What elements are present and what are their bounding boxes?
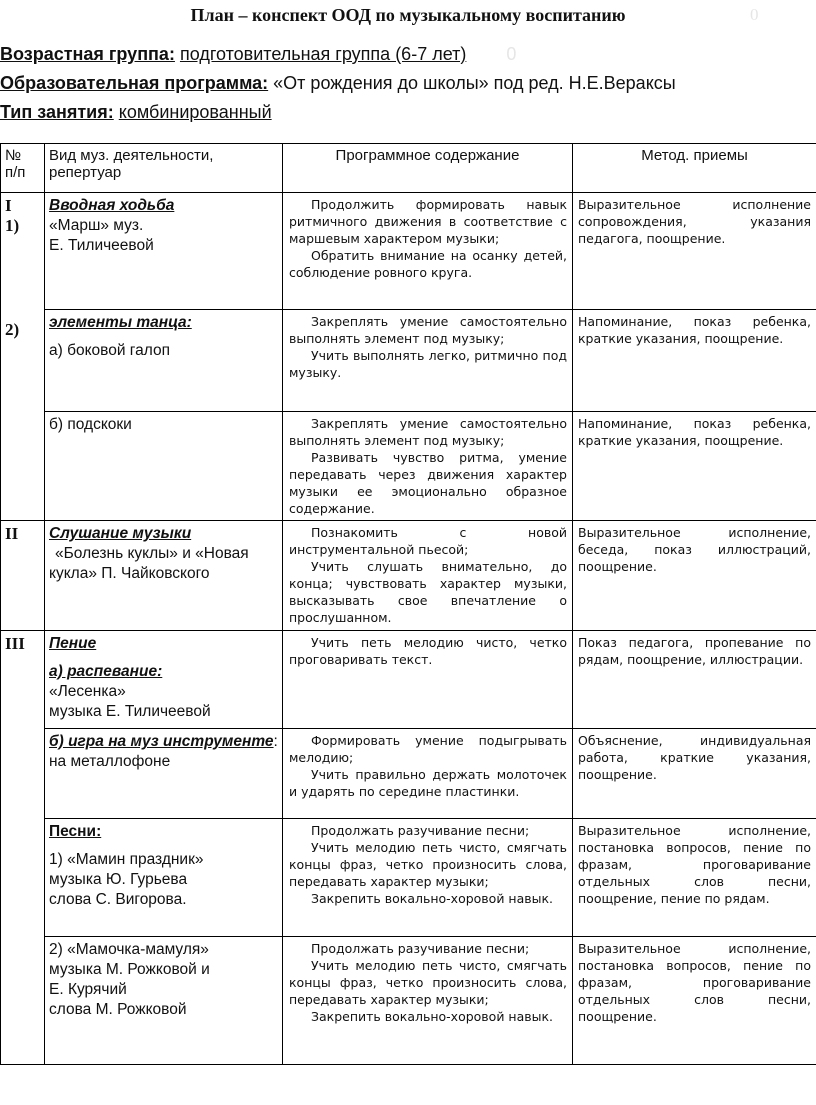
activity-line: а) боковой галоп: [49, 342, 170, 359]
header-num: [1, 144, 45, 193]
activity-cell: [45, 729, 283, 819]
methods-cell: Выразительное исполнение, беседа, показ иллюстраций, поощрение.: [573, 521, 816, 631]
table-row: [1, 310, 816, 412]
lesson-plan-table: [0, 143, 816, 1065]
activity-line: 2) «Мамочка-мамуля»: [49, 941, 209, 958]
methods-cell: Выразительное исполнение, постановка вопросов, пение по фразам, проговаривание отдельных слов песни, поощрение.: [573, 937, 816, 1065]
activity-cell: [45, 937, 283, 1065]
activity-subheading: а) распевание:: [49, 663, 163, 680]
activity-cell: [45, 310, 283, 412]
methods-cell: Объяснение, индивидуальная работа, краткие указания, поощрение.: [573, 729, 816, 819]
activity-line: «Лесенка»: [49, 683, 126, 700]
info-value: «От рождения до школы» под ред. Н.Е.Вераксы: [273, 73, 676, 93]
content-paragraph: Учить мелодию петь чисто, смягчать концы фраз, четко произносить слова, передавать характер музыки;: [289, 840, 567, 889]
content-paragraph: Продолжить формировать навык ритмичного движения в соответствие с маршевым характером музыки;: [289, 197, 567, 246]
header-activity-line: Вид муз. деятельности,: [49, 147, 214, 164]
table-row: [1, 937, 816, 1065]
methods-cell: Показ педагога, пропевание по рядам, поощрение, иллюстрации.: [573, 631, 816, 729]
activity-cell: [45, 819, 283, 937]
section-number: I: [5, 196, 12, 215]
activity-heading: Песни:: [49, 823, 102, 840]
activity-heading: Пение: [49, 635, 97, 652]
methods-cell: Напоминание, показ ребенка, краткие указания, поощрение.: [573, 412, 816, 521]
page-title: [0, 5, 816, 26]
content-cell: [283, 631, 573, 729]
row-number: II: [1, 521, 45, 631]
title-mark: 0: [750, 5, 759, 24]
content-cell: [283, 412, 573, 521]
activity-line: музыка М. Рожковой и: [49, 961, 210, 978]
item-number: 2): [5, 320, 20, 339]
content-paragraph: Формировать умение подыгрывать мелодию;: [289, 733, 567, 765]
content-paragraph: Развивать чувство ритма, умение передавать через движения характер музыки ее эмоционально образное содержание.: [289, 450, 567, 516]
content-paragraph: Познакомить с новой инструментальной пьесой;: [289, 525, 567, 557]
activity-heading: Вводная ходьба: [49, 197, 175, 214]
activity-line: на металлофоне: [49, 753, 171, 770]
activity-cell: [45, 521, 283, 631]
methods-cell: Выразительное исполнение, постановка вопросов, пение по фразам, проговаривание отдельных слов песни, поощрение, пение по рядам.: [573, 819, 816, 937]
activity-line: музыка Е. Тиличеевой: [49, 703, 211, 720]
content-cell: [283, 193, 573, 310]
activity-cell: [45, 193, 283, 310]
info-mark: 0: [506, 44, 517, 64]
activity-line: 1) «Мамин праздник»: [49, 851, 204, 868]
info-value: комбинированный: [118, 102, 272, 122]
item-number: 1): [5, 216, 20, 235]
activity-cell: [45, 631, 283, 729]
header-num-line: п/п: [5, 164, 26, 181]
activity-line: слова С. Вигорова.: [49, 891, 187, 908]
activity-heading: элементы танца:: [49, 314, 192, 331]
methods-cell: Напоминание, показ ребенка, краткие указания, поощрение.: [573, 310, 816, 412]
title-text: План – конспект ООД по музыкальному воспитанию: [190, 5, 626, 25]
table-row: [1, 819, 816, 937]
header-methods: Метод. приемы: [573, 144, 816, 193]
content-cell: [283, 819, 573, 937]
table-row: [1, 193, 816, 310]
activity-line: «Марш» муз.: [49, 217, 144, 234]
header-activity: [45, 144, 283, 193]
content-paragraph: Учить слушать внимательно, до конца; чувствовать характер музыки, высказывать свое впечатление о прослушанном.: [289, 559, 567, 625]
header-activity-line: репертуар: [49, 164, 122, 181]
activity-line: Е. Тиличеевой: [49, 237, 154, 254]
content-paragraph: Закрепить вокально-хоровой навык.: [311, 891, 554, 906]
activity-line: Е. Курячий: [49, 981, 127, 998]
activity-line: музыка Ю. Гурьева: [49, 871, 188, 888]
content-paragraph: Учить правильно держать молоточек и ударять по середине пластинки.: [289, 767, 567, 799]
table-row: [1, 631, 816, 729]
content-paragraph: Продолжать разучивание песни;: [311, 823, 530, 838]
content-cell: [283, 521, 573, 631]
info-lesson-type: [0, 102, 272, 123]
activity-cell: [45, 412, 283, 521]
header-num-line: №: [5, 147, 22, 164]
content-cell: [283, 310, 573, 412]
content-paragraph: Закреплять умение самостоятельно выполнять элемент под музыку;: [289, 416, 567, 448]
activity-line: «Болезнь куклы» и «Новая кукла» П. Чайковского: [49, 545, 249, 582]
content-paragraph: Закрепить вокально-хоровой навык.: [311, 1009, 554, 1024]
content-paragraph: Обратить внимание на осанку детей, соблюдение ровного круга.: [289, 248, 567, 280]
table-row: [1, 521, 816, 631]
activity-colon: :: [273, 733, 278, 750]
activity-line: б) подскоки: [49, 416, 132, 433]
content-cell: [283, 937, 573, 1065]
content-paragraph: Продолжать разучивание песни;: [311, 941, 530, 956]
table-header-row: [1, 144, 816, 193]
info-age-group: [0, 44, 516, 65]
info-value: подготовительная группа (6-7 лет): [179, 44, 467, 64]
activity-subheading: б) игра на муз инструменте: [49, 733, 274, 750]
row-number: III: [1, 631, 45, 1065]
activity-line: слова М. Рожковой: [49, 1001, 187, 1018]
activity-heading: Слушание музыки: [49, 525, 192, 542]
info-label: Образовательная программа:: [0, 73, 269, 93]
content-paragraph: Учить выполнять легко, ритмично под музыку.: [289, 348, 567, 380]
methods-cell: Выразительное исполнение сопровождения, указания педагога, поощрение.: [573, 193, 816, 310]
content-paragraph: Учить мелодию петь чисто, смягчать концы фраз, четко произносить слова, передавать характер музыки;: [289, 958, 567, 1007]
info-program: [0, 73, 676, 94]
header-content: Программное содержание: [283, 144, 573, 193]
table-row: [1, 729, 816, 819]
table-row: [1, 412, 816, 521]
info-label: Возрастная группа:: [0, 44, 175, 64]
info-label: Тип занятия:: [0, 102, 114, 122]
content-cell: [283, 729, 573, 819]
content-paragraph: Закреплять умение самостоятельно выполнять элемент под музыку;: [289, 314, 567, 346]
content-paragraph: Учить петь мелодию чисто, четко проговаривать текст.: [289, 635, 567, 667]
row-number: [1, 193, 45, 521]
